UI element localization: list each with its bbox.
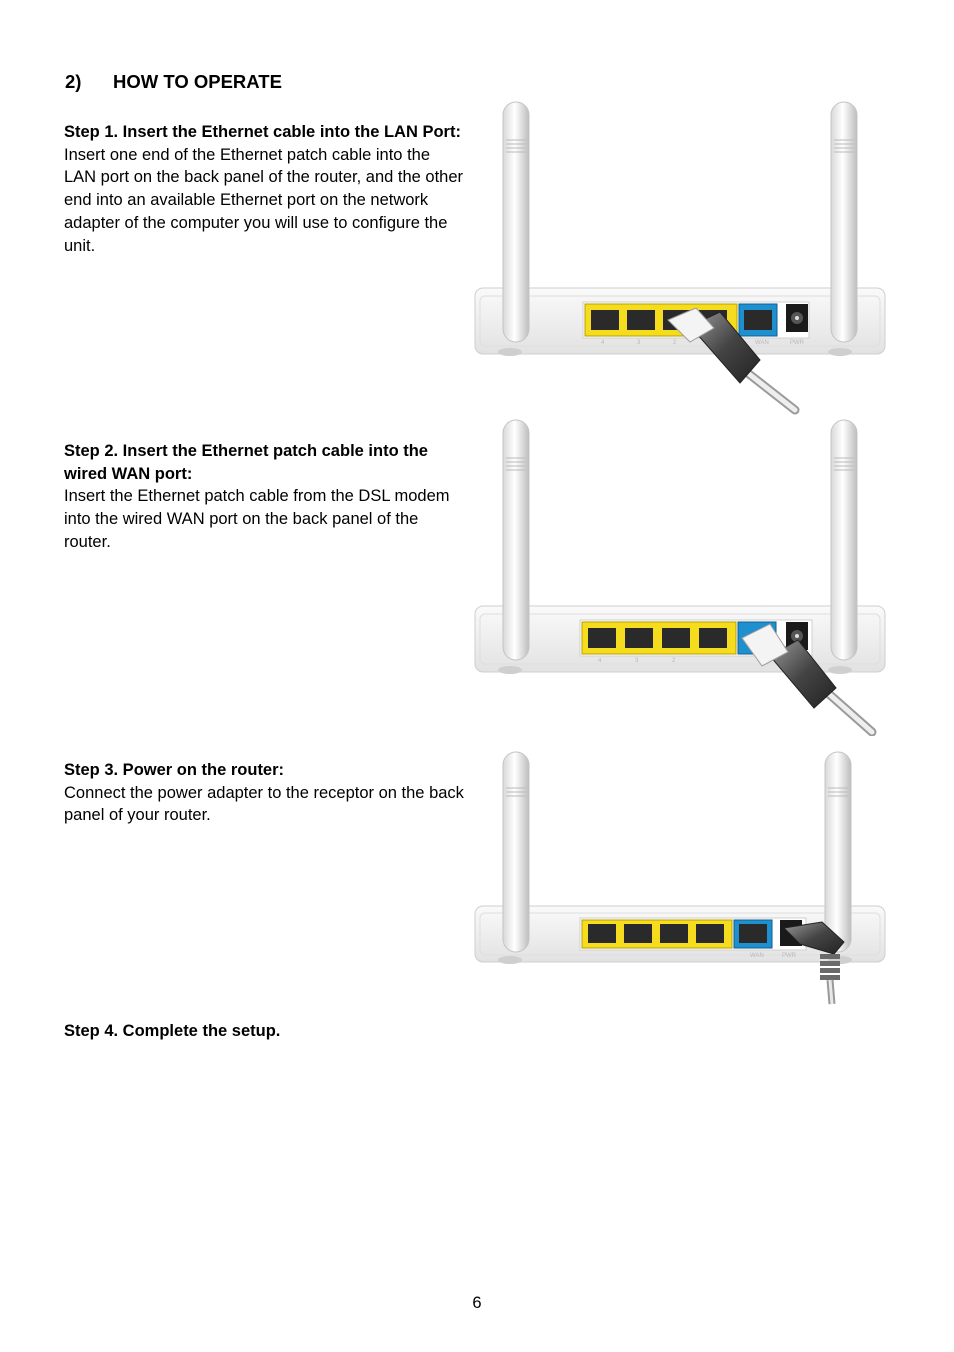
step-title: Step 1. Insert the Ethernet cable into the LAN Port: [64,123,461,141]
step-1 [64,121,464,257]
step-2 [64,440,464,554]
section-title: HOW TO OPERATE [113,71,282,92]
step-title: Step 3. Power on the router: [64,761,285,779]
antenna [503,420,529,660]
lan-label: 4 [598,658,602,664]
section-number: 2) [65,71,82,92]
pwr-label: PWR [782,953,796,959]
antenna [825,752,851,952]
step-body: Insert one end of the Ethernet patch cable into the LAN port on the back panel of the router, and the other end into an available Ethernet port on the network adapter of the computer you will use to configure the unit. [64,145,464,255]
step-4 [64,1020,464,1043]
step-title: Step 4. Complete the setup. [64,1022,281,1040]
section-heading [65,71,282,93]
lan-label: 2 [672,658,676,664]
step-title: Step 2. Insert the Ethernet patch cable into the wired WAN port: [64,442,428,483]
antenna [503,102,529,342]
wan-label: WAN [750,953,764,959]
wan-label: WAN [755,340,769,346]
router-power-illustration [470,748,890,1008]
antenna [831,102,857,342]
lan-label: 3 [637,340,641,346]
lan-label: 4 [601,340,605,346]
antenna [831,420,857,660]
lan-label: 3 [635,658,639,664]
step-body: Connect the power adapter to the receptor on the back panel of your router. [64,783,464,825]
step-body: Insert the Ethernet patch cable from the DSL modem into the wired WAN port on the back panel of the router. [64,487,450,551]
lan-label: 2 [673,340,677,346]
page-number: 6 [472,1294,482,1312]
router-wan-illustration [470,416,890,736]
step-3 [64,759,464,827]
antenna [503,752,529,952]
pwr-label: PWR [790,340,804,346]
router-lan-illustration [470,98,890,418]
